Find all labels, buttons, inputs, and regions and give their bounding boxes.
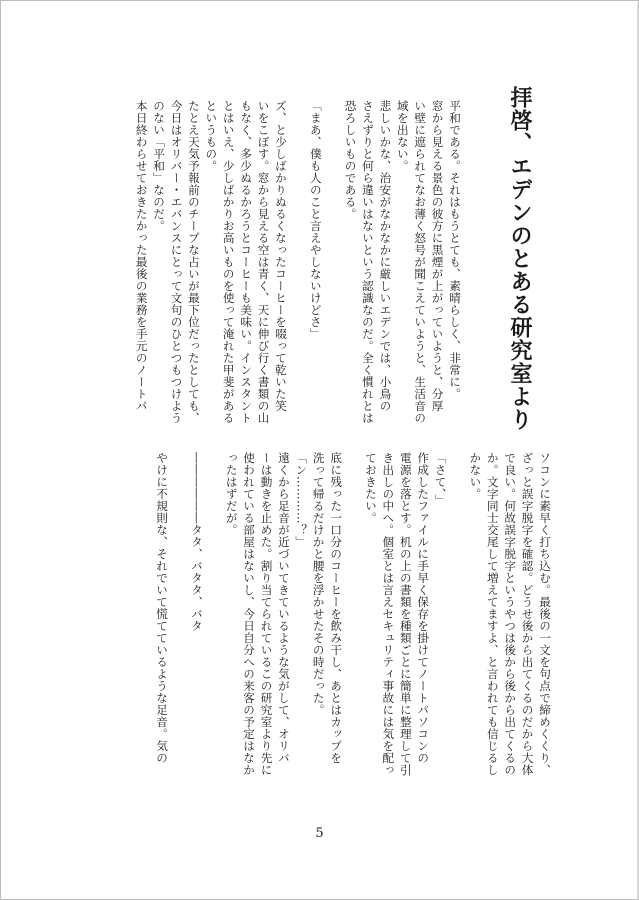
text-block-top	[77, 100, 463, 430]
text-line	[344, 452, 361, 782]
document-title: 拝啓、エデンのとある研究室より	[507, 86, 533, 431]
text-line: というもの。	[204, 100, 219, 172]
text-line	[170, 452, 187, 782]
text-line: やけに不規則な、それでいて慌てているような足音。気の	[155, 452, 170, 764]
text-line: ておきたい。	[363, 452, 378, 524]
text-line: 今日はオリバー・エバンスにとって文句のひとつもつけよう	[169, 100, 184, 424]
text-line: とはいえ、少しばかりお高いものを使って淹れた甲斐がある	[221, 100, 236, 424]
text-line: 域を出ない。	[395, 100, 410, 172]
text-line: 電源を落とす。机の上の書類を種類ごとに簡単に整理して引	[398, 452, 413, 776]
text-line: 悲しいかな、治安がなかなかに厳しいエデンでは、小鳥の	[378, 100, 393, 412]
text-line: で良い。何故誤字脱字というやつは後から後から出てくるの	[503, 452, 518, 776]
text-line: 使われている部屋はないし、今日自分への来客の予定はなか	[242, 452, 257, 776]
text-line: ――――――タタ、バタタ、バタ	[189, 452, 204, 632]
text-line: き出しの中へ。個室とは言えセキュリティ事故には気を配っ	[381, 452, 396, 776]
text-line: 窓から見える景色の彼方に黒煙が上がっていようと、分厚	[430, 100, 445, 412]
text-line: い壁に遮られてなお薄く怒号が聞こえていようと、生活音の	[413, 100, 428, 424]
text-line: 恐ろしいものである。	[343, 100, 358, 220]
text-line	[324, 100, 341, 430]
text-line: たとえ天気予報前のチープな占いが最下位だったとしても、	[186, 100, 201, 424]
text-line: 底に残った一口分のコーヒーを飲み干し、あとはカップを	[329, 452, 344, 764]
text-block-bottom	[77, 452, 553, 782]
text-line: 遠くから足音が近づいてきているような気がして、オリバ	[276, 452, 291, 764]
text-line: か。文字同士交尾して増えてますよ、と言われても信じるし	[485, 452, 500, 776]
text-line: 「さて、」	[433, 452, 448, 507]
text-line	[289, 100, 306, 430]
text-line: かない。	[468, 452, 483, 500]
text-line	[205, 452, 222, 782]
text-line: ーは動きを止めた。割り当てられているこの研究室より先に	[259, 452, 274, 776]
text-line: 「ン…………？」	[294, 452, 309, 548]
text-line	[449, 452, 466, 782]
text-line: 平和である。それはもうとても、素晴らしく、非常に。	[448, 100, 462, 400]
text-line: ズ、と少しばかりぬるくなったコーヒーを啜って乾いた笑	[273, 100, 288, 412]
text-line: 洗って帰るだけかと腰を浮かせたその時だった。	[311, 452, 326, 716]
text-line: ソコンに素早く打ち込む。最後の一文を句点で締めくくり、	[538, 452, 552, 776]
text-line: 作成したファイルに手早く保存を掛けてノートパソコンの	[416, 452, 431, 764]
text-line: さえずりと何ら違いはないという認識なのだ。全く慣れとは	[360, 100, 375, 424]
text-line: 「まあ、僕も人のこと言えやしないけどさ」	[308, 100, 323, 340]
text-line: もなく、多少ぬるかろうとコーヒーも美味い。インスタント	[239, 100, 254, 424]
text-line: いをこぼす。窓から見える空は青く、天に伸び行く書類の山	[256, 100, 271, 424]
text-line: 本日終わらせておきたかった最後の業務を手元のノートパ	[134, 100, 149, 412]
text-line: ざっと誤字脱字を確認。どうせ後から出てくるのだから大体	[520, 452, 535, 776]
text-line: のない「平和」なのだ。	[152, 100, 167, 232]
text-line: ったはずだが。	[224, 452, 239, 536]
page-number: 5	[315, 826, 324, 841]
